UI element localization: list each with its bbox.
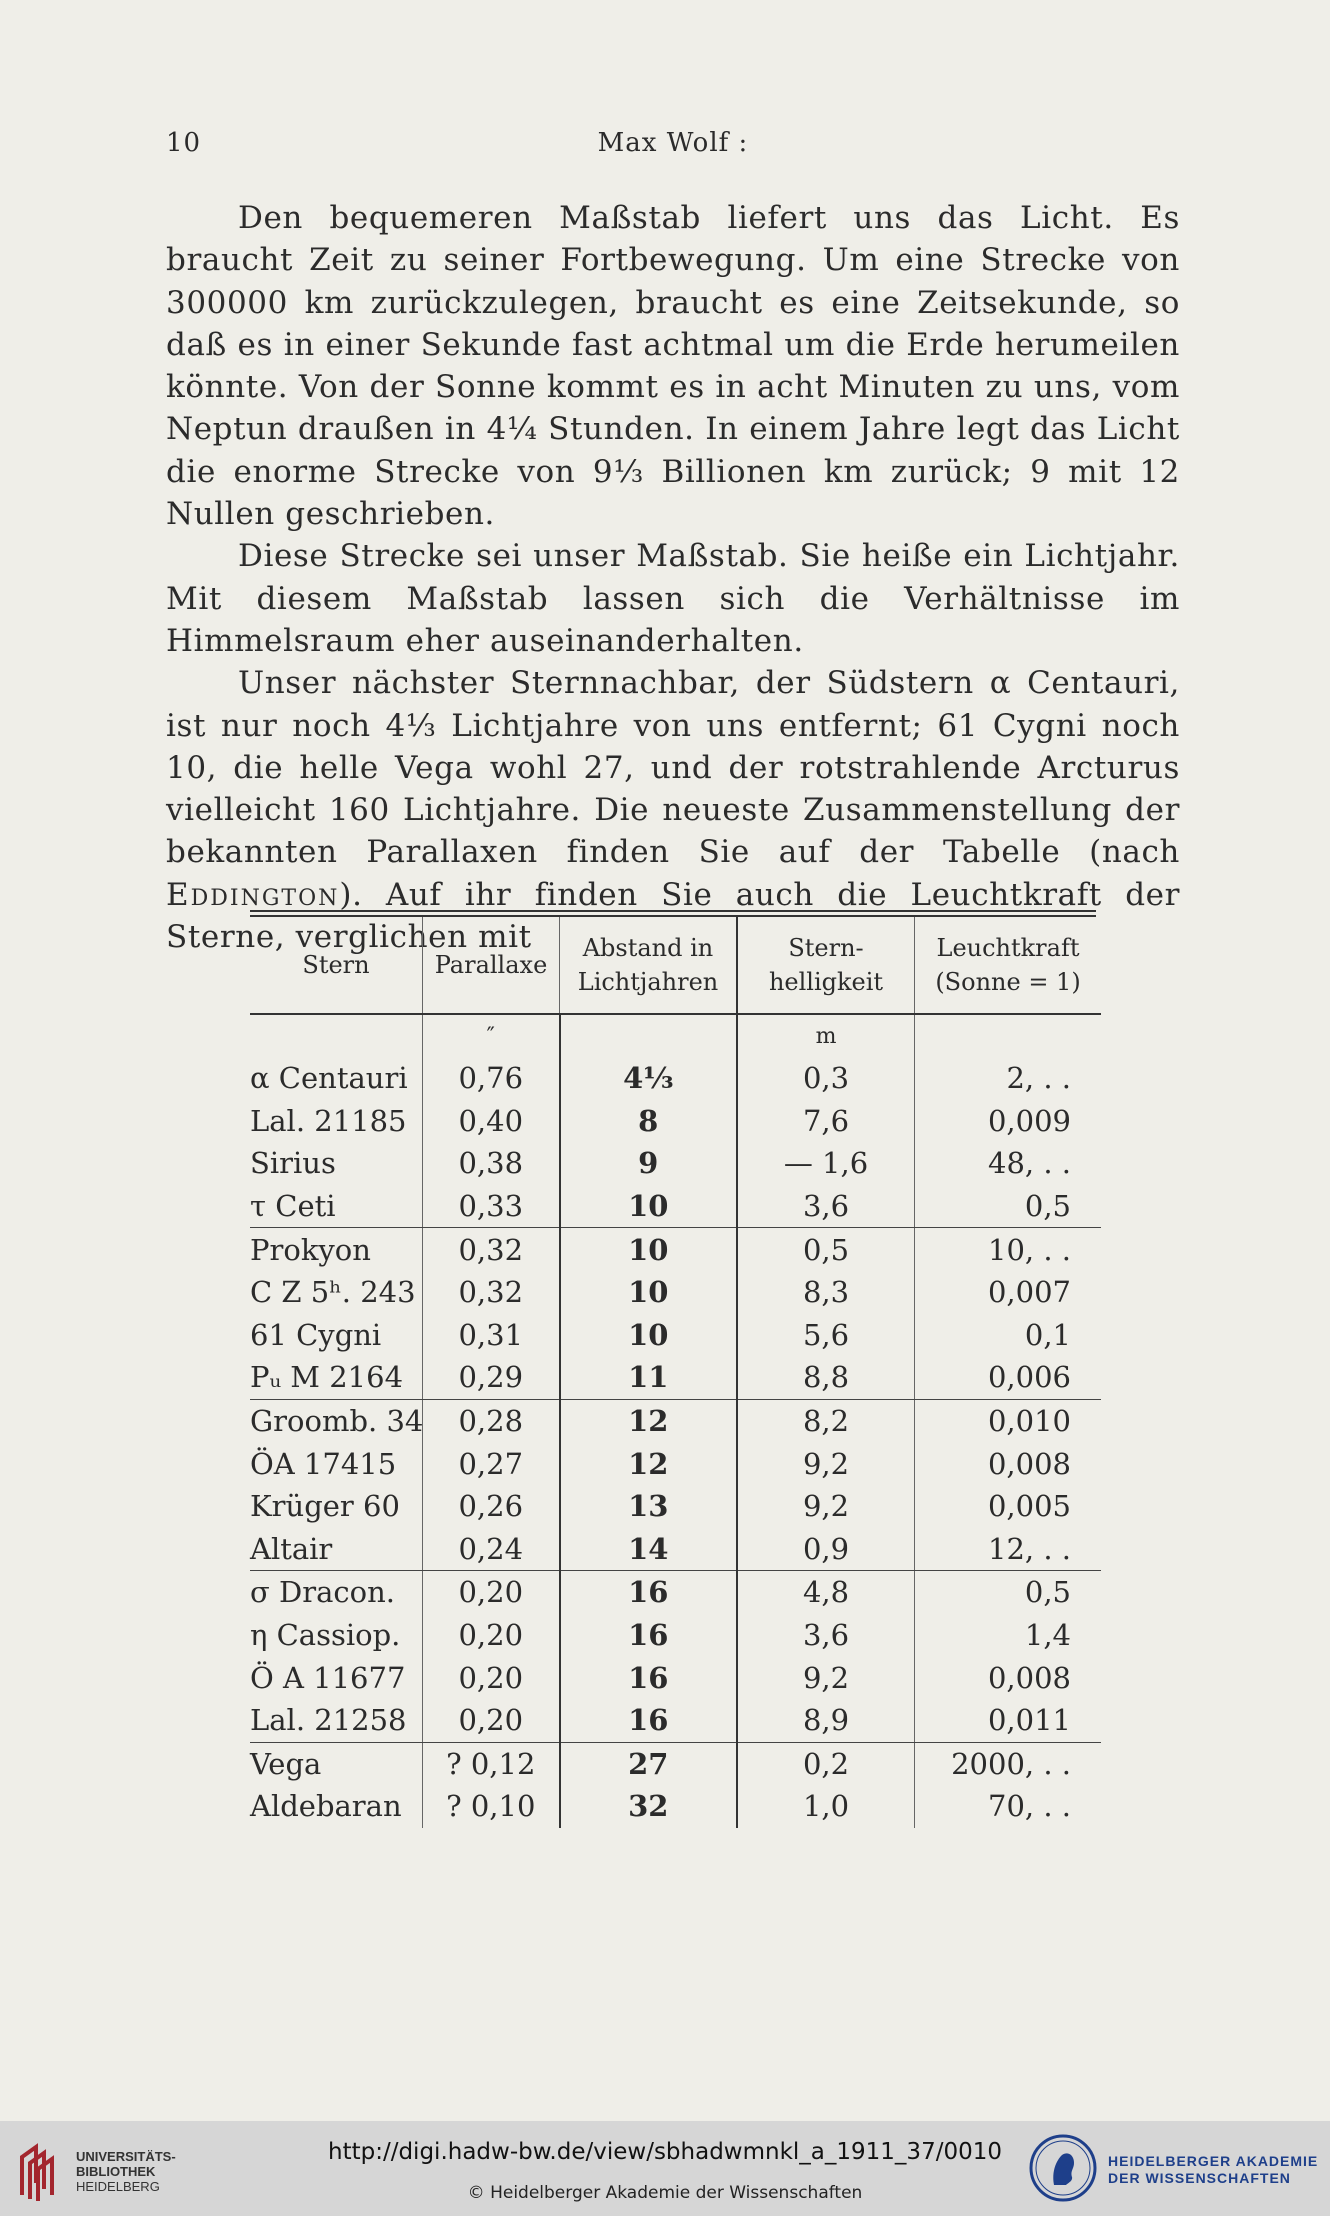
cell-helligkeit: 1,0 [737, 1785, 915, 1828]
header-helligkeit [737, 917, 915, 1014]
header-helligkeit-line1: Stern- [788, 934, 864, 962]
star-table [250, 917, 1101, 1828]
header-abstand-line2: Lichtjahren [577, 968, 719, 996]
cell-leuchtkraft: 0,005 [915, 1485, 1102, 1528]
table-row [250, 1314, 1101, 1357]
cell-stern: Lal. 21258 [250, 1699, 423, 1742]
table-row [250, 1485, 1101, 1528]
cell-parallaxe: 0,24 [423, 1528, 560, 1571]
table-row [250, 1399, 1101, 1442]
header-abstand-line1: Abstand in [582, 934, 714, 962]
copyright-notice: © Heidelberger Akademie der Wissenschaften [467, 2183, 863, 2203]
table-row [250, 1699, 1101, 1742]
cell-leuchtkraft: 1,4 [915, 1614, 1102, 1657]
table-row [250, 1528, 1101, 1571]
cell-leuchtkraft: 12, . . [915, 1528, 1102, 1571]
table-row [250, 1100, 1101, 1143]
cell-parallaxe: 0,20 [423, 1614, 560, 1657]
header-stern: Stern [302, 951, 370, 979]
library-name-line3: HEIDELBERG [76, 2179, 160, 2194]
cell-stern: α Centauri [250, 1061, 408, 1096]
cell-parallaxe: 0,27 [423, 1442, 560, 1485]
cell-helligkeit: 9,2 [737, 1442, 915, 1485]
cell-abstand: 14 [560, 1528, 738, 1571]
cell-leuchtkraft: 0,1 [915, 1314, 1102, 1357]
cell-helligkeit: 3,6 [737, 1185, 915, 1228]
cell-abstand: 16 [560, 1571, 738, 1614]
cell-leuchtkraft: 0,008 [915, 1656, 1102, 1699]
paragraph-3-text: Unser nächster Sternnachbar, der Südstern α Centauri, ist nur noch 4⅓ Lichtjahre von uns entfernt; 61 Cygni noch 10, die helle Vega wohl 27, und der rotstrahlende Arcturus vielleicht 160 Lichtjahre. Die neueste Zusammenstellung der bekannten Parallaxen finden Sie auf der Tabelle (nach [166, 665, 1180, 871]
cell-abstand: 10 [560, 1185, 738, 1228]
table-body [250, 1014, 1101, 1828]
header-leuchtkraft-line2: (Sonne = 1) [935, 968, 1081, 996]
cell-leuchtkraft: 0,008 [915, 1442, 1102, 1485]
page-header [166, 128, 1180, 168]
cell-leuchtkraft: 0,007 [915, 1271, 1102, 1314]
table-header-row [250, 917, 1101, 1014]
cell-abstand: 12 [560, 1399, 738, 1442]
cell-helligkeit: 0,9 [737, 1528, 915, 1571]
units-leuchtkraft [915, 1014, 1102, 1057]
cell-stern: Altair [250, 1528, 423, 1571]
cell-leuchtkraft: 0,5 [915, 1185, 1102, 1228]
cell-helligkeit: 3,6 [737, 1614, 915, 1657]
cell-helligkeit: 8,9 [737, 1699, 915, 1742]
cell-stern: τ Ceti [250, 1185, 423, 1228]
cell-stern: ÖA 17415 [250, 1446, 397, 1481]
cell-parallaxe: 0,31 [423, 1314, 560, 1357]
academy-name-line2: DER WISSENSCHAFTEN [1108, 2170, 1291, 2186]
cell-helligkeit: 9,2 [737, 1656, 915, 1699]
cell-stern: 61 Cygni [250, 1317, 382, 1352]
cell-helligkeit: 4,8 [737, 1571, 915, 1614]
cell-abstand: 8 [560, 1100, 738, 1143]
cell-parallaxe: 0,76 [423, 1057, 560, 1100]
academy-name [1108, 2153, 1318, 2187]
paragraph-3-text-end: ). Auf ihr finden Sie auch die Leuchtkraft der Sterne, verglichen mit [166, 876, 1180, 956]
cell-helligkeit: 0,5 [737, 1228, 915, 1271]
cell-abstand: 10 [560, 1271, 738, 1314]
academy-name-line1: HEIDELBERGER AKADEMIE [1108, 2153, 1319, 2169]
cell-stern: Aldebaran [250, 1789, 402, 1824]
academy-seal-icon [1028, 2133, 1098, 2203]
cell-abstand: 16 [560, 1699, 738, 1742]
cell-helligkeit: 9,2 [737, 1485, 915, 1528]
cell-leuchtkraft: 0,009 [915, 1100, 1102, 1143]
table-row [250, 1442, 1101, 1485]
cell-stern: Sirius [250, 1146, 336, 1181]
cell-stern: C Z 5ʰ. 243 [250, 1275, 416, 1310]
units-abstand [560, 1014, 738, 1057]
cell-abstand: 9 [560, 1142, 738, 1185]
header-helligkeit-line2: helligkeit [768, 968, 884, 996]
cell-leuchtkraft: 70, . . [915, 1785, 1102, 1828]
paragraph-2: Diese Strecke sei unser Maßstab. Sie heiße ein Lichtjahr. Mit diesem Maßstab lassen sich die Verhältnisse im Himmelsraum eher auseinanderhalten. [166, 538, 1180, 659]
units-stern [250, 1014, 423, 1057]
library-name-line1: UNIVERSITÄTS- [76, 2149, 176, 2164]
cell-abstand: 10 [560, 1228, 738, 1271]
table-row [250, 1571, 1101, 1614]
cell-abstand: 10 [560, 1314, 738, 1357]
table-row [250, 1142, 1101, 1185]
paragraph-1: Den bequemeren Maßstab liefert uns das Licht. Es braucht Zeit zu seiner Fortbewegung. Um eine Strecke von 300000 km zurückzulegen, braucht es eine Zeitsekunde, so daß es in einer Sekunde fast achtmal um die Erde herumeilen könnte. Von der Sonne kommt es in acht Minuten zu uns, vom Neptun draußen in 4¼ Stunden. In einem Jahre legt das Licht die enorme Strecke von 9⅓ Billionen km zurück; 9 mit 12 Nullen geschrieben. [166, 200, 1180, 533]
cell-helligkeit: — 1,6 [737, 1142, 915, 1185]
author-name: Eddington [166, 876, 340, 913]
header-leuchtkraft-line1: Leuchtkraft [936, 934, 1080, 962]
cell-abstand: 4⅓ [560, 1057, 738, 1100]
table-row [250, 1614, 1101, 1657]
cell-helligkeit: 8,2 [737, 1399, 915, 1442]
cell-parallaxe: 0,20 [423, 1571, 560, 1614]
cell-stern: η Cassiop. [250, 1618, 401, 1653]
cell-leuchtkraft: 0,011 [915, 1699, 1102, 1742]
cell-leuchtkraft: 10, . . [915, 1228, 1102, 1271]
cell-stern: Prokyon [250, 1232, 371, 1267]
cell-parallaxe: 0,32 [423, 1271, 560, 1314]
cell-helligkeit: 7,6 [737, 1100, 915, 1143]
cell-abstand: 16 [560, 1656, 738, 1699]
cell-abstand: 13 [560, 1485, 738, 1528]
cell-parallaxe: 0,26 [423, 1485, 560, 1528]
table-row [250, 1785, 1101, 1828]
cell-leuchtkraft: 0,006 [915, 1356, 1102, 1399]
page-number: 10 [166, 128, 202, 158]
table-row [250, 1271, 1101, 1314]
units-parallaxe: ″ [423, 1014, 560, 1057]
cell-leuchtkraft: 2, . . [915, 1057, 1102, 1100]
cell-parallaxe: ? 0,10 [423, 1785, 560, 1828]
cell-abstand: 16 [560, 1614, 738, 1657]
table-row [250, 1057, 1101, 1100]
cell-helligkeit: 8,8 [737, 1356, 915, 1399]
cell-stern: Pᵤ M 2164 [250, 1356, 423, 1399]
cell-abstand: 11 [560, 1356, 738, 1399]
header-parallaxe: Parallaxe [423, 917, 560, 1014]
units-helligkeit: m [737, 1014, 915, 1057]
cell-leuchtkraft: 48, . . [915, 1142, 1102, 1185]
cell-leuchtkraft: 0,010 [915, 1399, 1102, 1442]
header-leuchtkraft [915, 917, 1102, 1014]
permalink-url[interactable]: http://digi.hadw-bw.de/view/sbhadwmnkl_a_1911_37/0010 [328, 2139, 1002, 2165]
table-row [250, 1356, 1101, 1399]
cell-helligkeit: 0,3 [737, 1057, 915, 1100]
cell-parallaxe: 0,32 [423, 1228, 560, 1271]
cell-leuchtkraft: 2000, . . [915, 1742, 1102, 1785]
cell-leuchtkraft: 0,5 [915, 1571, 1102, 1614]
table-row [250, 1656, 1101, 1699]
cell-stern: Ö A 11677 [250, 1660, 406, 1695]
library-name-line2: BIBLIOTHEK [76, 2164, 156, 2179]
cell-helligkeit: 8,3 [737, 1271, 915, 1314]
cell-stern: Lal. 21185 [250, 1103, 407, 1138]
cell-helligkeit: 5,6 [737, 1314, 915, 1357]
cell-stern: Krüger 60 [250, 1489, 400, 1524]
cell-parallaxe: 0,33 [423, 1185, 560, 1228]
cell-abstand: 32 [560, 1785, 738, 1828]
cell-abstand: 12 [560, 1442, 738, 1485]
footer-bar [0, 2121, 1330, 2216]
cell-parallaxe: 0,40 [423, 1100, 560, 1143]
units-row [250, 1014, 1101, 1057]
body-text [166, 197, 1180, 958]
cell-parallaxe: 0,38 [423, 1142, 560, 1185]
cell-abstand: 27 [560, 1742, 738, 1785]
cell-stern: Vega [250, 1746, 322, 1781]
running-title: Max Wolf : [597, 128, 749, 158]
table-row [250, 1185, 1101, 1228]
cell-parallaxe: 0,20 [423, 1656, 560, 1699]
table-row [250, 1742, 1101, 1785]
cell-parallaxe: 0,20 [423, 1699, 560, 1742]
header-abstand [560, 917, 738, 1014]
cell-stern: Groomb. 34 [250, 1404, 424, 1439]
parallax-table [250, 910, 1096, 1828]
table-top-rule [250, 910, 1096, 917]
cell-helligkeit: 0,2 [737, 1742, 915, 1785]
table-row [250, 1228, 1101, 1271]
cell-stern: σ Dracon. [250, 1575, 396, 1610]
cell-parallaxe: ? 0,12 [423, 1742, 560, 1785]
cell-parallaxe: 0,28 [423, 1399, 560, 1442]
cell-parallaxe: 0,29 [423, 1356, 560, 1399]
